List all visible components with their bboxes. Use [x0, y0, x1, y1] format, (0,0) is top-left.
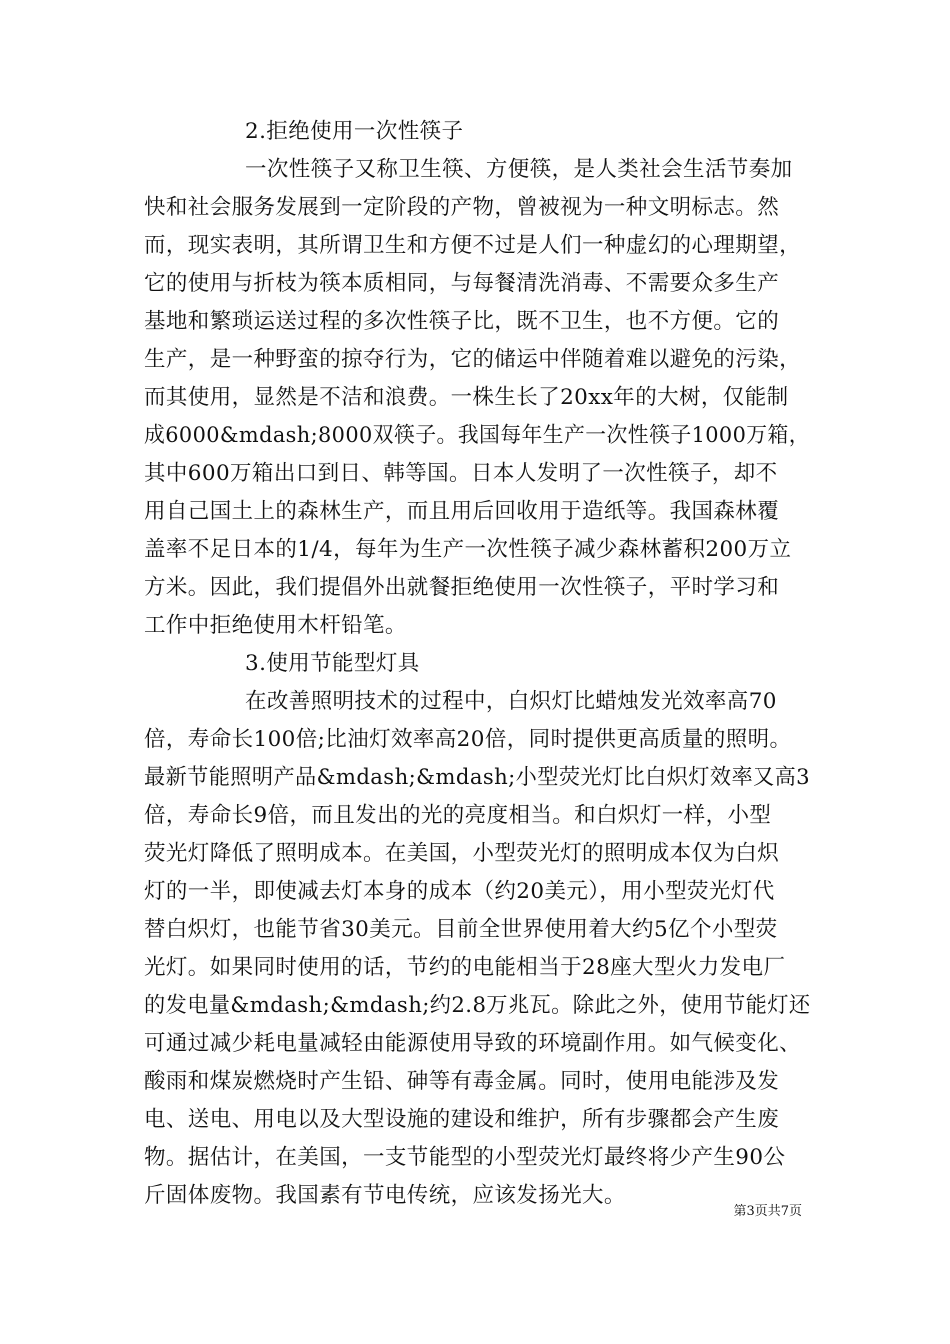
paragraph-line: 灯的一半，即使减去灯本身的成本（约20美元），用小型荧光灯代 — [144, 879, 775, 904]
paragraph-line: 倍，寿命长9倍，而且发出的光的亮度相当。和白炽灯一样，小型 — [144, 803, 772, 828]
paragraph-line: 物。据估计，在美国，一支节能型的小型荧光灯最终将少产生90公 — [144, 1145, 786, 1170]
paragraph-line: 可通过减少耗电量减轻由能源使用导致的环境副作用。如气候变化、 — [144, 1031, 802, 1056]
paragraph-line: 荧光灯降低了照明成本。在美国，小型荧光灯的照明成本仅为白炽 — [144, 841, 780, 866]
paragraph-line: 倍，寿命长100倍;比油灯效率高20倍，同时提供更高质量的照明。 — [144, 727, 792, 752]
paragraph-line: 电、送电、用电以及大型设施的建设和维护，所有步骤都会产生废 — [144, 1107, 780, 1132]
section-heading-chopsticks: 2.拒绝使用一次性筷子 — [245, 119, 464, 144]
paragraph-line: 工作中拒绝使用木杆铅笔。 — [144, 613, 407, 638]
paragraph-line: 它的使用与折枝为筷本质相同，与每餐清洗消毒、不需要众多生产 — [144, 271, 780, 296]
paragraph-line: 其中600万箱出口到日、韩等国。日本人发明了一次性筷子，却不 — [144, 461, 778, 486]
paragraph-line: 生产，是一种野蛮的掠夺行为，它的储运中伴随着难以避免的污染， — [144, 347, 802, 372]
paragraph-line: 快和社会服务发展到一定阶段的产物，曾被视为一种文明标志。然 — [144, 195, 780, 220]
section-heading-lighting: 3.使用节能型灯具 — [245, 651, 420, 676]
paragraph-line: 而其使用，显然是不洁和浪费。一株生长了20xx年的大树，仅能制 — [144, 385, 789, 410]
paragraph-line: 而，现实表明，其所谓卫生和方便不过是人们一种虚幻的心理期望， — [144, 233, 802, 258]
paragraph-line: 替白炽灯，也能节省30美元。目前全世界使用着大约5亿个小型荧 — [144, 917, 778, 942]
paragraph-line: 最新节能照明产品&mdash;&mdash;小型荧光灯比白炽灯效率又高3 — [144, 765, 811, 790]
paragraph-line: 光灯。如果同时使用的话，节约的电能相当于28座大型火力发电厂 — [144, 955, 786, 980]
paragraph-line: 方米。因此，我们提倡外出就餐拒绝使用一次性筷子，平时学习和 — [144, 575, 780, 600]
paragraph-line: 酸雨和煤炭燃烧时产生铅、砷等有毒金属。同时，使用电能涉及发 — [144, 1069, 780, 1094]
paragraph-line: 在改善照明技术的过程中，白炽灯比蜡烛发光效率高70 — [245, 689, 777, 714]
paragraph-line: 盖率不足日本的1/4，每年为生产一次性筷子减少森林蓄积200万立 — [144, 537, 792, 562]
paragraph-line: 成6000&mdash;8000双筷子。我国每年生产一次性筷子1000万箱， — [144, 423, 811, 448]
paragraph-line: 的发电量&mdash;&mdash;约2.8万兆瓦。除此之外，使用节能灯还 — [144, 993, 811, 1018]
paragraph-line: 斤固体废物。我国素有节电传统，应该发扬光大。 — [144, 1183, 626, 1208]
paragraph-line: 一次性筷子又称卫生筷、方便筷，是人类社会生活节奏加 — [245, 157, 793, 182]
page-number-footer: 第3页共7页 — [733, 1204, 802, 1219]
paragraph-line: 基地和繁琐运送过程的多次性筷子比，既不卫生，也不方便。它的 — [144, 309, 780, 334]
paragraph-line: 用自己国土上的森林生产，而且用后回收用于造纸等。我国森林覆 — [144, 499, 780, 524]
